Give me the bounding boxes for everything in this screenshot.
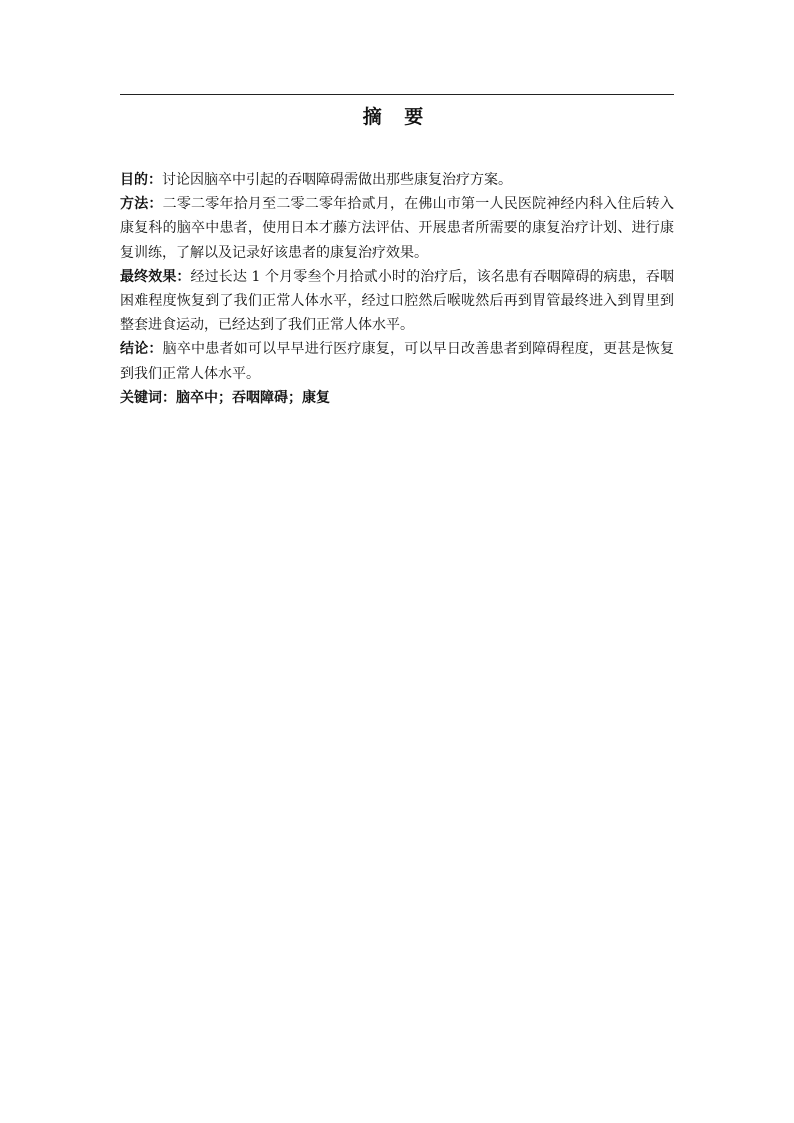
purpose-label: 目的： xyxy=(120,172,162,188)
keywords-paragraph xyxy=(120,386,674,410)
keywords-value: 脑卒中；吞咽障碍；康复 xyxy=(176,389,330,406)
header-rule xyxy=(120,94,674,95)
conclusion-text: 脑卒中患者如可以早早进行医疗康复，可以早日改善患者到障碍程度，更甚是恢复到我们正常人体水平。 xyxy=(120,341,675,382)
result-text: 经过长达 1 个月零叁个月拾贰小时的治疗后，该名患有吞咽障碍的病患，吞咽困难程度恢复到了我们正常人体水平，经过口腔然后喉咙然后再到胃管最终进入到胃里到整套进食运动，已经达到了我们正常人体水平。 xyxy=(120,268,675,334)
purpose-text: 讨论因脑卒中引起的吞咽障碍需做出那些康复治疗方案。 xyxy=(162,172,512,188)
method-text: 二零二零年拾月至二零二零年拾贰月，在佛山市第一人民医院神经内科入住后转入康复科的脑卒中患者，使用日本才藤方法评估、开展患者所需要的康复治疗计划、进行康复训练，了解以及记录好该患者的康复治疗效果。 xyxy=(120,196,675,261)
keywords-label: 关键词： xyxy=(120,389,176,406)
purpose-paragraph xyxy=(120,168,674,192)
result-paragraph xyxy=(120,265,674,338)
abstract-body xyxy=(120,168,674,410)
conclusion-label: 结论： xyxy=(120,341,163,358)
method-label: 方法： xyxy=(120,196,163,213)
abstract-title: 摘 要 xyxy=(362,106,432,128)
method-paragraph xyxy=(120,192,674,265)
result-label: 最终效果： xyxy=(120,268,191,285)
conclusion-paragraph xyxy=(120,337,674,385)
